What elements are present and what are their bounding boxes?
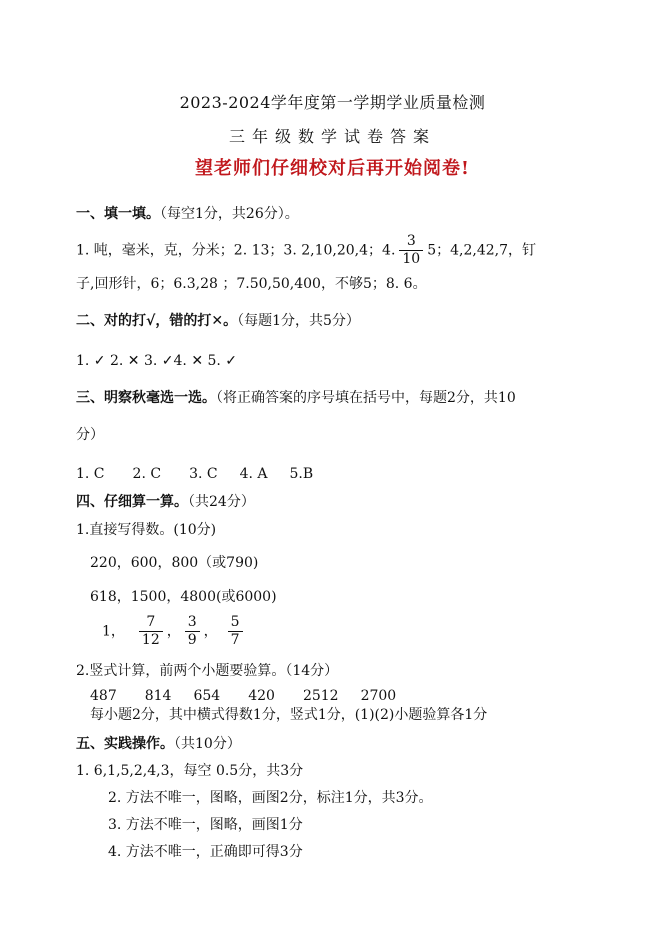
fraction-numerator: 3: [187, 614, 197, 630]
fraction-3-10: [399, 233, 423, 268]
s1-answers-part-a: 1. 吨，毫米，克，分米；2. 13；3. 2,10,20,4；4.: [76, 242, 396, 259]
s4-q1-row-3: [102, 614, 247, 649]
section-3-answers: [76, 465, 313, 483]
s4-question-1: 1.直接写得数。(10分): [76, 522, 217, 538]
section-1-line-1: [76, 233, 536, 268]
fraction-numerator: 3: [406, 233, 416, 249]
section-1-line-2: 子,回形针，6；6.3,28 ；7.50,50,400，不够5；8. 6。: [76, 276, 427, 292]
grading-notice: 望老师们仔细校对后再开始阅卷!: [195, 158, 470, 179]
s5-item-3: 3. 方法不唯一，图略，画图1分: [108, 817, 303, 833]
section-1-note: （每空1分，共26分）。: [160, 206, 299, 222]
section-2-answers: 1. ✓ 2. ✕ 3. ✓4. ✕ 5. ✓: [76, 353, 238, 369]
s4-q2-value-3: 654: [193, 688, 221, 704]
s3-answer-1: 1. C: [76, 466, 105, 482]
fraction-denominator: 12: [139, 631, 163, 649]
s3-answer-5: 5.B: [289, 466, 314, 482]
fraction-denominator: 10: [399, 250, 423, 268]
section-1-heading: [76, 205, 299, 223]
s4-question-2: 2.竖式计算，前两个小题要验算。（14分）: [76, 663, 339, 679]
s4-q2-scoring-note: 每小题2分，其中横式得数1分，竖式1分，(1)(2)小题验算各1分: [90, 707, 488, 723]
section-2-note: （每题1分，共5分）: [237, 313, 360, 329]
s4-q2-value-6: 2700: [360, 688, 397, 704]
s4-q1-row-1: 220，600，800（或790): [90, 555, 259, 571]
section-5-note: （共10分）: [174, 736, 241, 752]
s5-item-1: 1. 6,1,5,2,4,3，每空 0.5分，共3分: [76, 763, 304, 779]
s1-answers-part-b: 5；4,2,42,7，钉: [427, 242, 537, 259]
fraction-numerator: 7: [146, 614, 156, 630]
section-4-heading: [76, 493, 255, 511]
fraction-7-12: [139, 614, 163, 649]
s4-q2-results: [90, 687, 396, 705]
s4-q1-row-3-lead: 1，: [102, 623, 125, 640]
s5-item-2: 2. 方法不唯一，图略，画图2分，标注1分，共3分。: [108, 790, 433, 806]
section-3-title: 三、明察秋毫选一选。: [76, 390, 216, 406]
fraction-3-9: [185, 614, 200, 649]
section-5-title: 五、实践操作。: [76, 736, 174, 752]
section-3-heading: [76, 389, 516, 407]
s3-answer-3: 3. C: [189, 466, 218, 482]
section-3-note-continued: 分）: [76, 427, 104, 443]
section-4-note: （共24分）: [188, 494, 255, 510]
section-4-title: 四、仔细算一算。: [76, 494, 188, 510]
fraction-numerator: 5: [230, 614, 240, 630]
section-3-note: （将正确答案的序号填在括号中，每题2分，共10: [216, 390, 516, 406]
section-2-heading: [76, 312, 360, 330]
fraction-denominator: 9: [185, 631, 200, 649]
fraction-5-7: [228, 614, 243, 649]
section-1-title: 一、填一填。: [76, 206, 160, 222]
s3-answer-4: 4. A: [239, 466, 268, 482]
s5-item-4: 4. 方法不唯一，正确即可得3分: [108, 844, 303, 860]
s3-answer-2: 2. C: [132, 466, 162, 482]
s4-q2-value-5: 2512: [302, 688, 339, 704]
s4-q2-value-2: 814: [144, 688, 172, 704]
s4-q1-row-2: 618，1500，4800(或6000): [90, 589, 277, 605]
fraction-denominator: 7: [228, 631, 243, 649]
separator: ，: [203, 623, 218, 640]
s4-q2-value-1: 487: [90, 688, 117, 704]
section-2-title: 二、对的打√，错的打✕。: [76, 313, 238, 329]
section-5-heading: [76, 735, 241, 753]
s4-q2-value-4: 420: [248, 688, 275, 704]
separator: ，: [166, 623, 181, 640]
page-subtitle: 三年级数学试卷答案: [228, 127, 436, 146]
page-title: 2023-2024学年度第一学期学业质量检测: [179, 93, 486, 112]
